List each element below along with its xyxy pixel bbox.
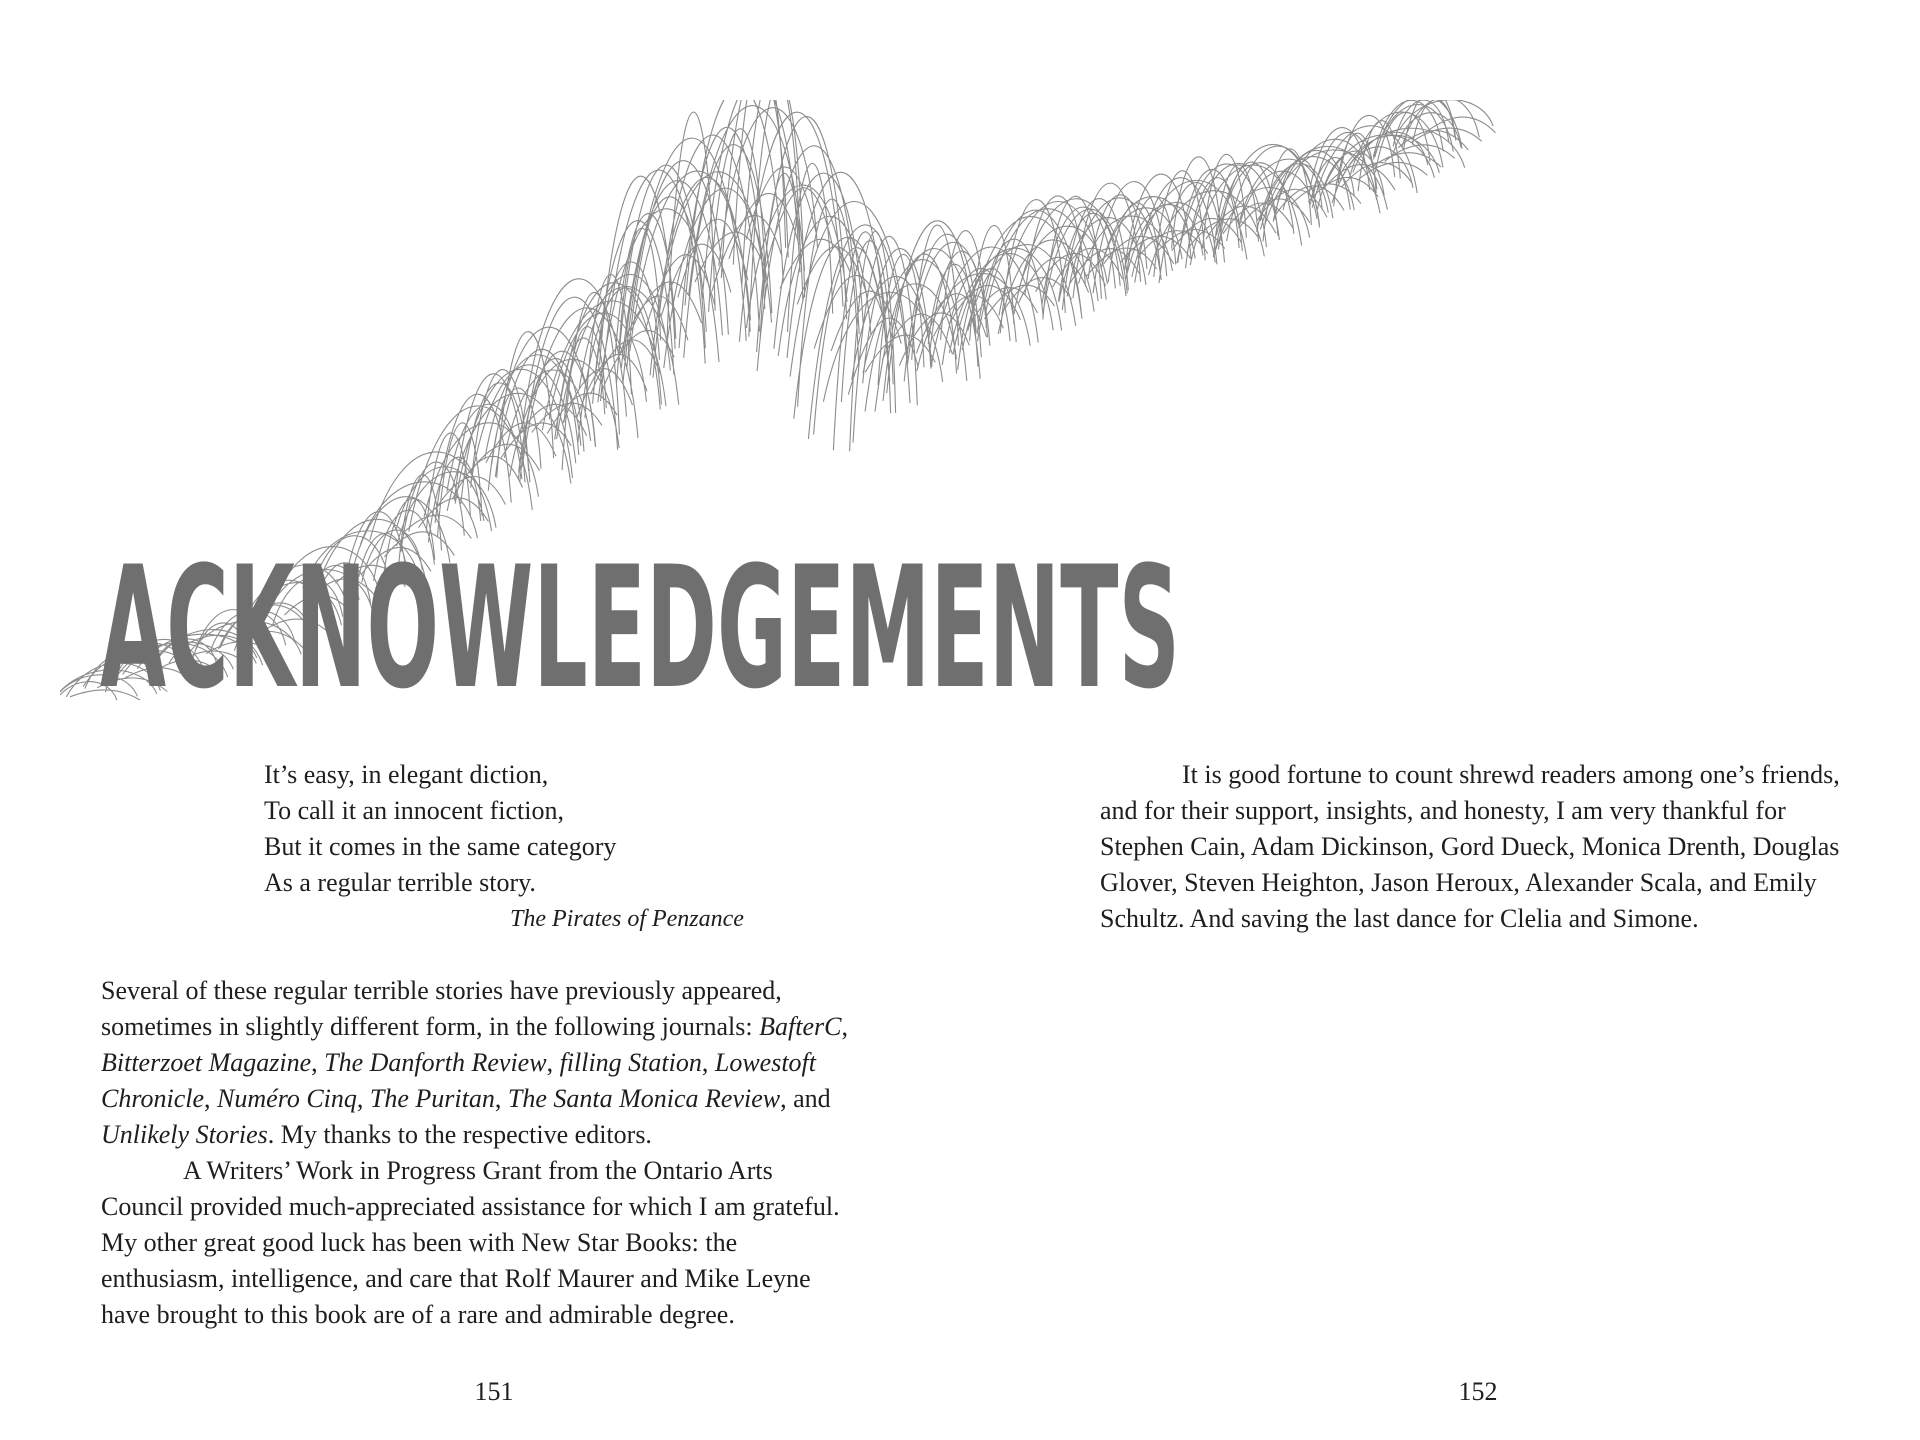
epigraph-line: As a regular terrible story.: [264, 868, 536, 897]
page-heading: [100, 548, 1180, 698]
list-separator: ,: [311, 1048, 325, 1077]
list-separator: ,: [546, 1048, 560, 1077]
credits-intro: Several of these regular terrible stories have previously appeared, sometimes in slightly different form, in the following journals:: [101, 976, 782, 1041]
publication-credits-paragraph: [101, 973, 861, 1153]
list-separator: ,: [701, 1048, 715, 1077]
readers-thanks-paragraph: It is good fortune to count shrewd readers among one’s friends, and for their support, insights, and honesty, I am very thankful for Stephen Cain, Adam Dickinson, Gord Dueck, Monica Drenth, Douglas Glover, Steven Heighton, Jason Heroux, Alexander Scala, and Emily Schultz. And saving the last dance for Clelia and Simone.: [1100, 760, 1840, 933]
journal-title: BafterC: [759, 1012, 842, 1041]
page-number-right: 152: [1458, 1377, 1498, 1406]
grant-thanks-paragraph: A Writers’ Work in Progress Grant from the Ontario Arts Council provided much-appreciated assistance for which I am grateful. My other great good luck has been with New Star Books: the enthusiasm, intelligence, and care that Rolf Maurer and Mike Leyne have brought to this book are of a rare and admirable degree.: [101, 1156, 840, 1329]
epigraph: [264, 757, 861, 937]
journal-title: Lowestoft Chronicle: [101, 1048, 816, 1113]
page-number-left: 151: [474, 1377, 514, 1406]
journal-title: The Danforth Review: [324, 1048, 547, 1077]
journal-title: Numéro Cinq: [217, 1084, 357, 1113]
heading-text: ACKNOWLEDGEMENTS: [100, 548, 1180, 698]
credits-outro: . My thanks to the respective editors.: [267, 1120, 652, 1149]
left-page-body: [101, 757, 861, 1333]
right-page-body: [1100, 757, 1850, 937]
journal-title: The Puritan: [369, 1084, 495, 1113]
journal-title: The Santa Monica Review: [507, 1084, 781, 1113]
journal-title: Bitterzoet Magazine: [101, 1048, 312, 1077]
epigraph-line: It’s easy, in elegant diction,: [264, 760, 549, 789]
list-separator: , and: [780, 1084, 831, 1113]
journal-title: filling Station: [559, 1048, 702, 1077]
list-separator: ,: [204, 1084, 218, 1113]
list-separator: ,: [841, 1012, 848, 1041]
epigraph-attribution: The Pirates of Penzance: [510, 906, 744, 932]
list-separator: ,: [494, 1084, 508, 1113]
journal-title: Unlikely Stories: [101, 1120, 268, 1149]
list-separator: ,: [356, 1084, 370, 1113]
epigraph-line: To call it an innocent fiction,: [264, 796, 564, 825]
epigraph-line: But it comes in the same category: [264, 832, 617, 861]
